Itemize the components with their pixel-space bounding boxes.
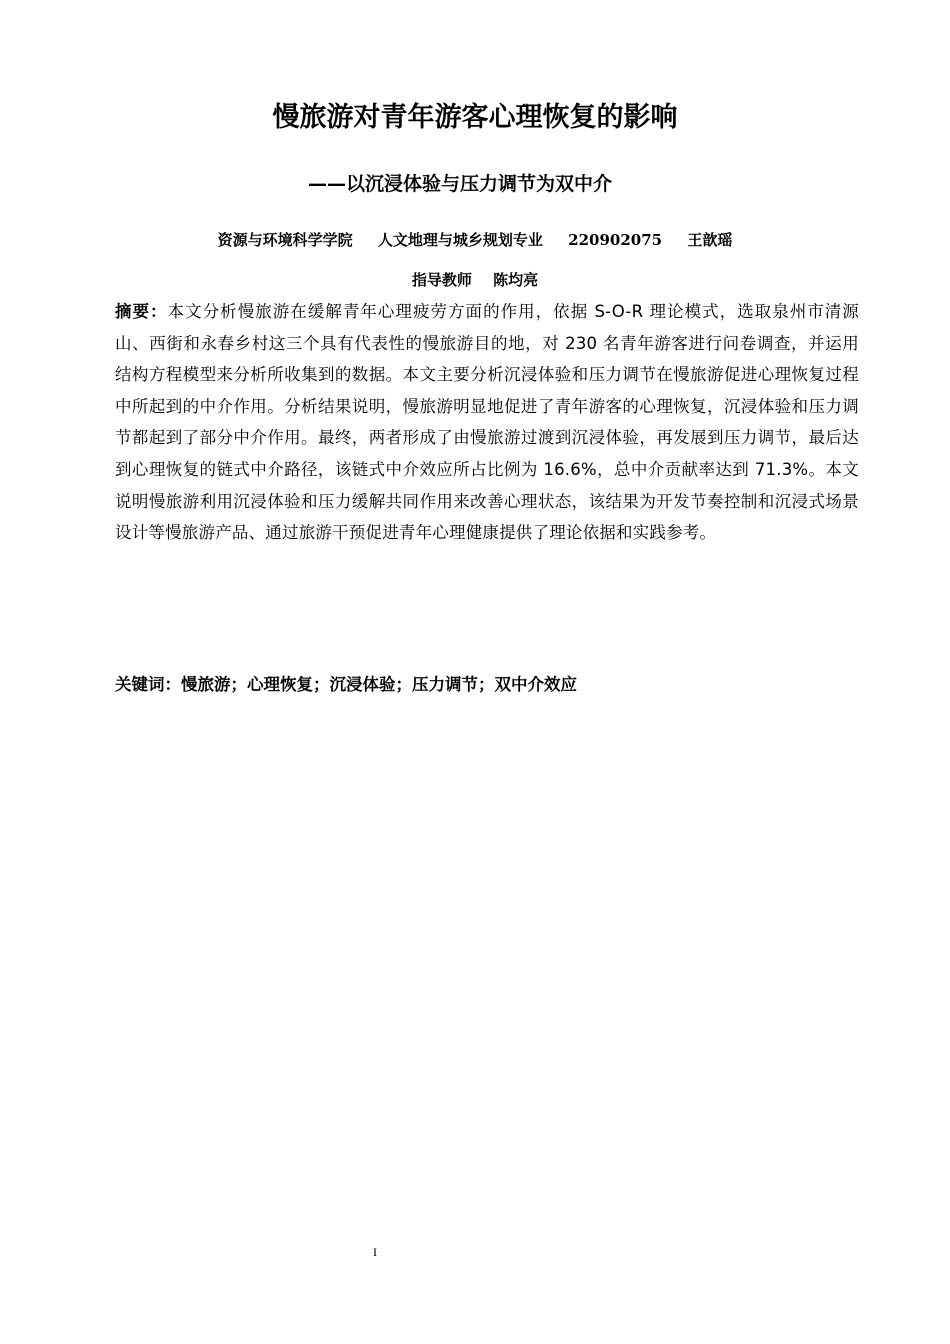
author-school: 资源与环境科学学院 (217, 231, 353, 249)
paper-title: 慢旅游对青年游客心理恢复的影响 (272, 102, 678, 133)
advisor-label: 指导教师 (411, 271, 472, 289)
page-number: I (373, 1245, 377, 1259)
author-student-id: 220902075 (568, 231, 663, 249)
keywords-label: 关键词： (115, 675, 181, 694)
paper-subtitle: ——以沉浸体验与压力调节为双中介 (308, 173, 613, 195)
advisor-name: 陈均亮 (493, 271, 539, 289)
keywords-line (115, 671, 859, 699)
abstract-text: 本文分析慢旅游在缓解青年心理疲劳方面的作用，依据 S-O-R 理论模式，选取泉州市清源山、西街和永春乡村这三个具有代表性的慢旅游目的地，对 230 名青年游客进行问卷调查，并运用结构方程模型来分析所收集到的数据。本文主要分析沉浸体验和压力调节在慢旅游促进心理恢复过程中所起到的中介作用。分析结果说明，慢旅游明显地促进了青年游客的心理恢复，沉浸体验和压力调节都起到了部分中介作用。最终，两者形成了由慢旅游过渡到沉浸体验，再发展到压力调节，最后达到心理恢复的链式中介路径，该链式中介效应所占比例为 16.6%，总中介贡献率达到 71.3%。本文说明慢旅游利用沉浸体验和压力缓解共同作用来改善心理状态，该结果为开发节奏控制和沉浸式场景设计等慢旅游产品、通过旅游干预促进青年心理健康提供了理论依据和实践参考。 (115, 302, 860, 543)
advisor-info (0, 266, 950, 294)
author-info (0, 226, 950, 254)
author-major: 人文地理与城乡规划专业 (377, 231, 543, 249)
keywords-text: 慢旅游；心理恢复；沉浸体验；压力调节；双中介效应 (181, 675, 577, 694)
abstract-paragraph (115, 296, 859, 549)
abstract-label: 摘要： (115, 302, 168, 321)
author-name: 王歆瑶 (687, 231, 733, 249)
